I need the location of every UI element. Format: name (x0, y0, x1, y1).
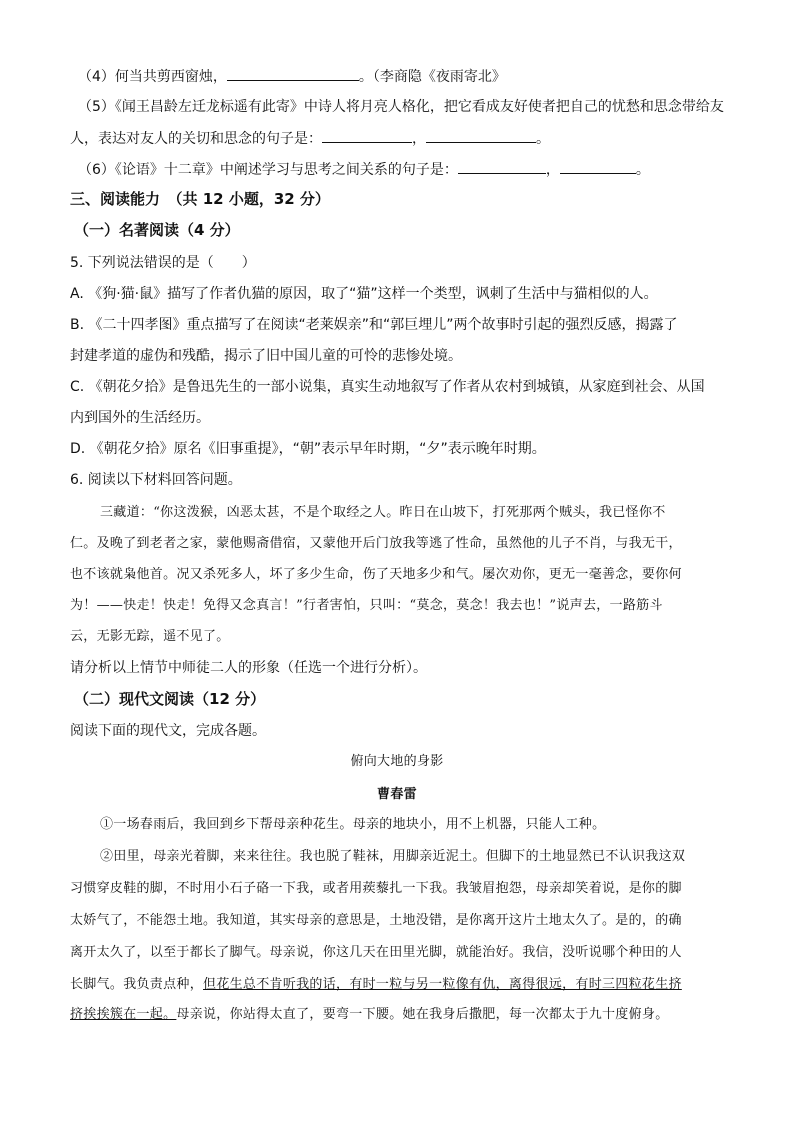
article-para-2-line: ②田里，母亲光着脚，来来往往。我也脱了鞋袜，用脚亲近泥土。但脚下的土地显然已不认识我这双 (100, 849, 686, 864)
answer-blank[interactable] (458, 159, 546, 174)
article-para-2-line: 太娇气了，不能怨土地。我知道，其实母亲的意思是，土地没错，是你离开这片土地太久了。是的，的确 (70, 913, 682, 928)
answer-blank[interactable] (426, 128, 536, 143)
question-5-line2: 人，表达对友人的关切和思念的句子是： ， 。 (70, 128, 550, 149)
q5-stem: 5. 下列说法错误的是（ ） (70, 255, 256, 271)
question-5-line1: （5）《闻王昌龄左迁龙标遥有此寄》中诗人将月亮人格化，把它看成友好使者把自己的忧愁和思念带给友 (78, 99, 724, 115)
subsection-2-heading: （二）现代文阅读（12 分） (74, 690, 266, 708)
reading-intro: 阅读下面的现代文，完成各题。 (70, 723, 266, 739)
underlined-sentence: 挤挨挨簇在一起。 (70, 1007, 177, 1022)
q6-prompt: 请分析以上情节中师徒二人的形象（任选一个进行分析）。 (70, 660, 427, 676)
passage-line: 为！——快走！快走！免得又念真言！”行者害怕，只叫：“莫念，莫念！我去也！”说声去，一路筋斗 (70, 598, 663, 613)
article-title: 俯向大地的身影 (350, 754, 444, 769)
article-para-2-line: 长脚气。我负责点种，但花生总不肯听我的话，有时一粒与另一粒像有仇，离得很远，有时三四粒花生挤 (70, 977, 682, 992)
q5-option-d: D. 《朝花夕拾》原名《旧事重提》，“朝”表示早年时期，“夕”表示晚年时期。 (70, 441, 546, 457)
section-3-heading: 三、阅读能力 （共 12 小题，32 分） (70, 190, 330, 208)
article-para-1: ①一场春雨后，我回到乡下帮母亲种花生。母亲的地块小，用不上机器，只能人工种。 (100, 817, 606, 832)
question-6: （6）《论语》十二章》中阐述学习与思考之间关系的句子是： ， 。 (78, 159, 650, 180)
passage-line: 也不该就枭他首。况又杀死多人，坏了多少生命，伤了天地多少和气。屡次劝你，更无一毫善念，要你何 (70, 567, 682, 582)
subsection-1-heading: （一）名著阅读（4 分） (74, 221, 240, 239)
passage-line: 三藏道：“你这泼猴，凶恶太甚，不是个取经之人。昨日在山坡下，打死那两个贼头，我已怪你不 (100, 505, 666, 520)
passage-line: 云，无影无踪，遥不见了。 (70, 629, 230, 644)
q5-option-b-line2: 封建孝道的虚伪和残酷，揭示了旧中国儿童的可怜的悲惨处境。 (70, 348, 462, 364)
q6-stem: 6. 阅读以下材料回答问题。 (70, 472, 242, 488)
underlined-sentence: 但花生总不肯听我的话，有时一粒与另一粒像有仇，离得很远，有时三四粒花生挤 (203, 977, 682, 992)
q5-option-a: A. 《狗·猫·鼠》描写了作者仇猫的原因，取了“猫”这样一个类型，讽刺了生活中与猫相似的人。 (70, 286, 658, 302)
q5-option-b-line1: B. 《二十四孝图》重点描写了在阅读“老莱娱亲”和“郭巨埋儿”两个故事时引起的强烈反感，揭露了 (70, 317, 678, 333)
question-4: （4）何当共剪西窗烛， 。（李商隐《夜雨寄北》 (78, 66, 506, 87)
article-author: 曹春雷 (377, 787, 417, 802)
article-para-2-line: 离开太久了，以至于都长了脚气。母亲说，你这几天在田里光脚，就能治好。我信，没听说哪个种田的人 (70, 945, 682, 960)
article-para-2-line: 习惯穿皮鞋的脚，不时用小石子硌一下我，或者用蒺藜扎一下我。我皱眉抱怨，母亲却笑着说，是你的脚 (70, 881, 682, 896)
q5-option-c-line2: 内到国外的生活经历。 (70, 410, 210, 426)
q5-option-c-line1: C. 《朝花夕拾》是鲁迅先生的一部小说集，真实生动地叙写了作者从农村到城镇，从家庭到社会、从国 (70, 379, 705, 395)
answer-blank[interactable] (560, 159, 636, 174)
article-para-2-line: 挤挨挨簇在一起。母亲说，你站得太直了，要弯一下腰。她在我身后撒肥，每一次都太于九十度俯身。 (70, 1007, 669, 1022)
answer-blank[interactable] (227, 66, 359, 81)
answer-blank[interactable] (322, 128, 412, 143)
passage-line: 仁。及晚了到老者之家，蒙他赐斋借宿，又蒙他开后门放我等逃了性命，虽然他的儿子不肖，与我无干， (70, 536, 682, 551)
